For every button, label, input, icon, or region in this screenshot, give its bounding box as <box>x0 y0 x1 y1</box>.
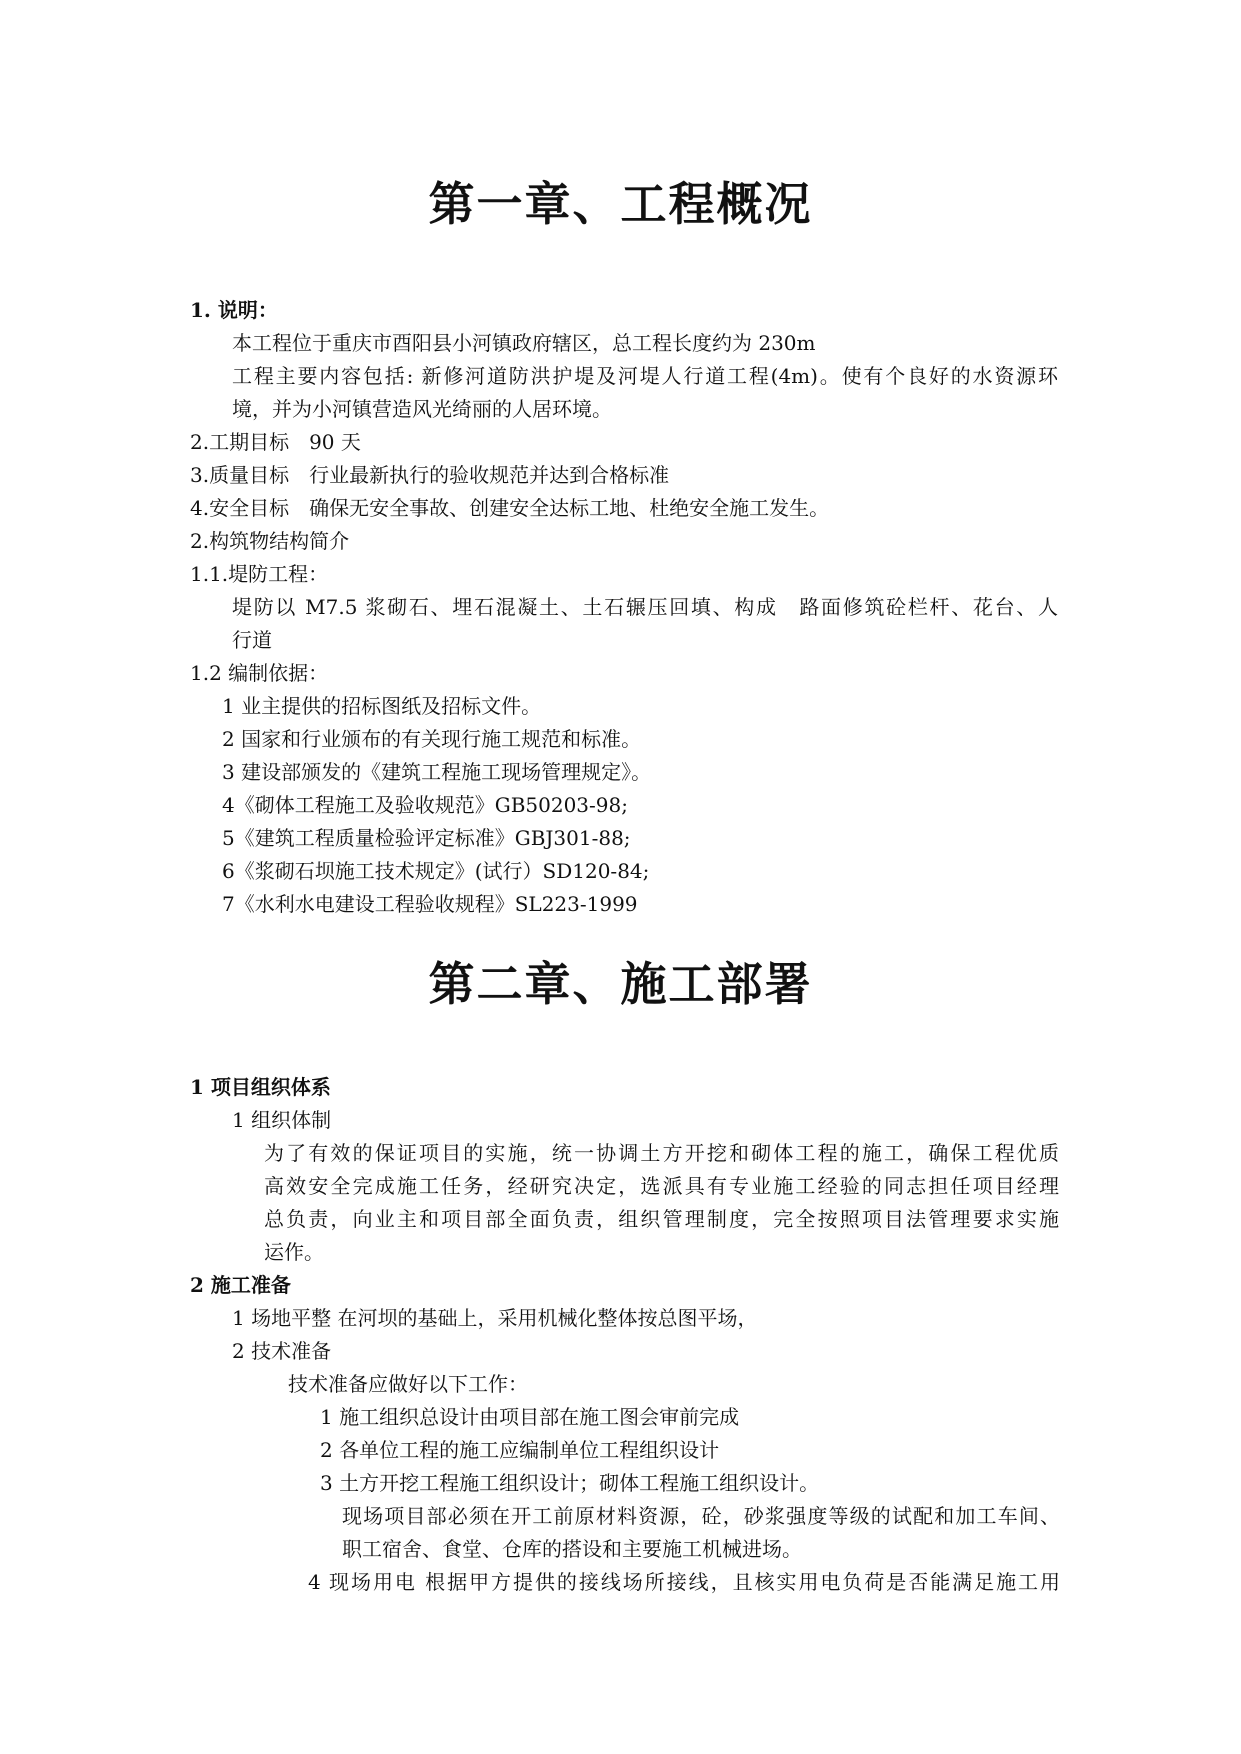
basis-item: 7《水利水电建设工程验收规程》SL223-1999 <box>222 892 638 916</box>
explanation-paragraph-2-line-1: 工程主要内容包括: 新修河道防洪护堤及河堤人行道工程(4m)。使有个良好的水资源环 <box>232 364 1058 388</box>
explanation-paragraph-2-line-2: 境，并为小河镇营造风光绮丽的人居环境。 <box>232 397 612 421</box>
basis-item: 2 国家和行业颁布的有关现行施工规范和标准。 <box>222 727 642 751</box>
tech-prep-subheading: 2 技术准备 <box>232 1339 332 1363</box>
site-power: 4 现场用电 根据甲方提供的接线场所接线，且核实用电负荷是否能满足施工用 <box>308 1570 1060 1594</box>
construction-prep-heading: 2 施工准备 <box>190 1273 291 1297</box>
basis-item: 3 建设部颁发的《建筑工程施工现场管理规定》。 <box>222 760 652 784</box>
goal-period: 2.工期目标 90 天 <box>190 430 361 454</box>
chapter-2-title: 第二章、施工部署 <box>428 957 813 1011</box>
materials-paragraph-line-2: 职工宿舍、食堂、仓库的搭设和主要施工机械进场。 <box>342 1537 802 1561</box>
site-leveling: 1 场地平整 在河坝的基础上，采用机械化整体按总图平场， <box>232 1306 758 1330</box>
dike-text-line-2: 行道 <box>232 628 272 652</box>
tech-prep-intro: 技术准备应做好以下工作： <box>288 1372 528 1396</box>
tech-prep-item: 2 各单位工程的施工应编制单位工程组织设计 <box>320 1438 720 1462</box>
basis-item: 5《建筑工程质量检验评定标准》GBJ301-88; <box>222 826 631 850</box>
org-system-heading: 1 项目组织体系 <box>190 1075 331 1099</box>
tech-prep-item: 3 土方开挖工程施工组织设计；砌体工程施工组织设计。 <box>320 1471 820 1495</box>
org-paragraph-line: 为了有效的保证项目的实施，统一协调土方开挖和砌体工程的施工，确保工程优质 <box>264 1141 1059 1165</box>
org-paragraph-line: 高效安全完成施工任务，经研究决定，选派具有专业施工经验的同志担任项目经理 <box>264 1174 1059 1198</box>
basis-item: 6《浆砌石坝施工技术规定》(试行）SD120-84; <box>222 859 650 883</box>
basis-heading: 1.2 编制依据： <box>190 661 329 685</box>
basis-item: 4《砌体工程施工及验收规范》GB50203-98; <box>222 793 628 817</box>
materials-paragraph-line-1: 现场项目部必须在开工前原材料资源，砼，砂浆强度等级的试配和加工车间、 <box>342 1504 1060 1528</box>
structure-heading: 2.构筑物结构简介 <box>190 529 350 553</box>
section-explanation-heading: 1. 说明： <box>190 298 278 322</box>
dike-text-line-1: 堤防以 M7.5 浆砌石、埋石混凝土、土石辗压回填、构成 路面修筑砼栏杆、花台、人 <box>232 595 1058 619</box>
goal-safety: 4.安全目标 确保无安全事故、创建安全达标工地、杜绝安全施工发生。 <box>190 496 830 520</box>
explanation-paragraph-1: 本工程位于重庆市酉阳县小河镇政府辖区，总工程长度约为 230m <box>232 331 816 355</box>
tech-prep-item: 1 施工组织总设计由项目部在施工图会审前完成 <box>320 1405 740 1429</box>
goal-quality: 3.质量目标 行业最新执行的验收规范并达到合格标准 <box>190 463 670 487</box>
org-paragraph-line: 运作。 <box>264 1240 324 1264</box>
org-paragraph-line: 总负责，向业主和项目部全面负责，组织管理制度，完全按照项目法管理要求实施 <box>264 1207 1059 1231</box>
basis-item: 1 业主提供的招标图纸及招标文件。 <box>222 694 542 718</box>
dike-heading: 1.1.堤防工程： <box>190 562 329 586</box>
chapter-1-title: 第一章、工程概况 <box>428 177 813 231</box>
org-structure-subheading: 1 组织体制 <box>232 1108 332 1132</box>
